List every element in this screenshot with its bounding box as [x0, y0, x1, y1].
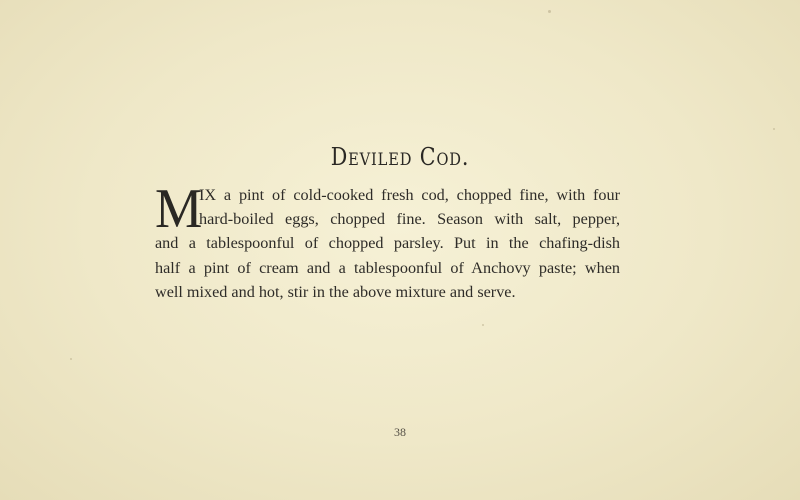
paper-speck — [773, 128, 775, 130]
paragraph-line-1: IX a pint of cold-cooked fresh cod, chopped fine, with four — [199, 186, 620, 204]
recipe-paragraph — [155, 178, 620, 304]
paragraph-line-4: half a pint of cream and a tablespoonful of Anchovy paste; when — [155, 258, 620, 277]
paragraph-line-5: well mixed and hot, stir in the above mixture and serve. — [155, 282, 516, 301]
paper-speck — [482, 324, 484, 326]
paper-speck — [548, 10, 551, 13]
drop-cap: M — [155, 178, 203, 240]
recipe-title: Deviled Cod. — [330, 143, 470, 171]
page-number: 38 — [394, 425, 406, 439]
paragraph-line-2: hard-boiled eggs, chopped fine. Season with salt, pepper, — [199, 210, 620, 229]
paragraph-line-3: and a tablespoonful of chopped parsley. Put in the chafing-dish — [155, 234, 620, 253]
paper-speck — [70, 358, 72, 360]
